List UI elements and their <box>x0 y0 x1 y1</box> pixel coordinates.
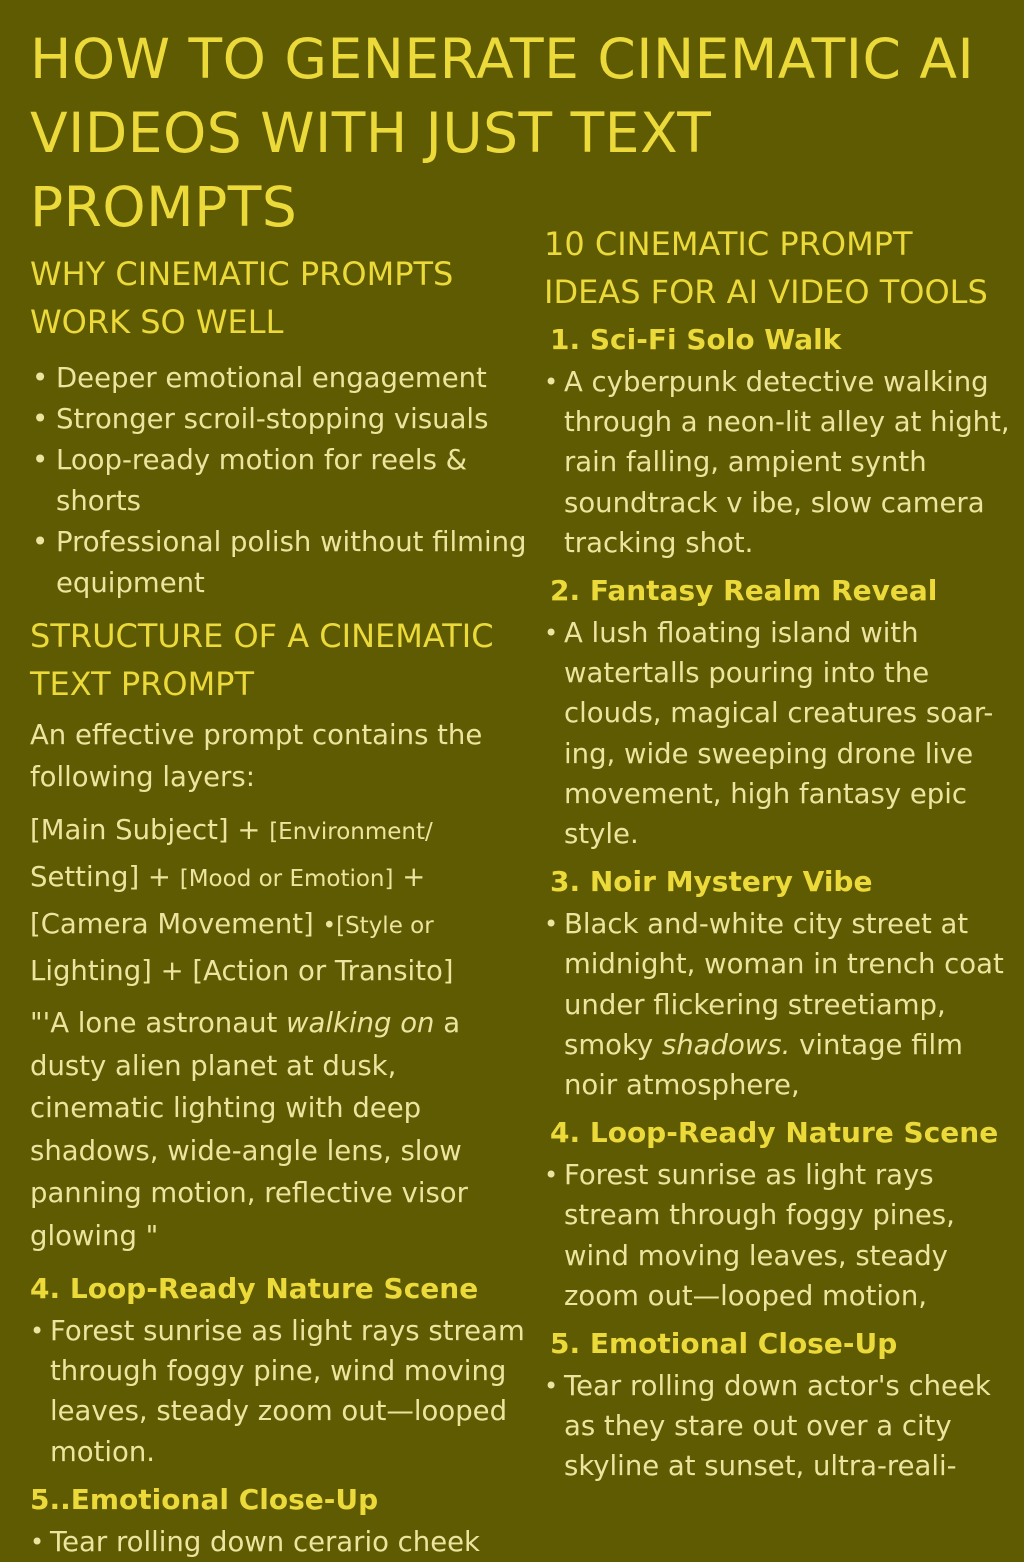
example-prompt: "'A lone astronaut walking on a dusty alien planet at dusk, cinematic lighting with deep shadows, wide-angle lens, slow panning motion, reflective visor glowing " <box>30 1007 468 1252</box>
right-column <box>544 220 1019 1487</box>
idea-body: • A cyberpunk detective walking through a neon-lit alley at hight, rain falling, ampient synth soundtrack v ibe, slow camera tracking shot. <box>544 362 1019 563</box>
idea-title: 2. Fantasy Realm Reveal <box>550 574 938 608</box>
idea-body: • Tear rolling down cerario cheek <box>30 1522 530 1562</box>
list-item: • Stronger scroil-stopping visuals <box>30 399 530 440</box>
idea-title: 1. Sci-Fi Solo Walk <box>550 323 842 356</box>
why-list <box>30 358 530 604</box>
idea-body: • Forest sunrise as light rays stream through foggy pine, wind moving leaves, steady zoom out—looped motion. <box>30 1311 530 1472</box>
page-title: HOW TO GENERATE CINEMATIC AI VIDEOS WITH JUST TEXT PROMPTS <box>30 27 975 239</box>
idea-title: 4. Loop-Ready Nature Scene <box>550 1116 999 1150</box>
idea-title: 4. Loop-Ready Nature Scene <box>30 1272 479 1305</box>
idea-body: • Tear rolling down actor's cheek as they stare out over a city skyline at sunset, ultra-reali- <box>544 1366 1019 1487</box>
why-heading: WHY CINEMATIC PROMPTS WORK SO WELL <box>30 255 454 341</box>
structure-intro: An effective prompt contains the following layers: <box>30 719 483 793</box>
idea-title: 3. Noir Mystery Vibe <box>550 865 873 899</box>
structure-heading: STRUCTURE OF A CINEMATIC TEXT PROMPT <box>30 617 494 703</box>
idea-body: • A lush floating island with watertalls pouring into the clouds, magical creatures soar-ing, wide sweeping drone live movement, high fantasy epic style. <box>544 613 1019 854</box>
list-item: • Deeper emotional engagement <box>30 358 530 399</box>
idea-title: 5. Emotional Close-Up <box>550 1327 898 1361</box>
idea-body: • Black and-white city street at midnight, woman in trench coat under flickering streetiamp, smoky shadows. vintage film noir atmosphere, <box>544 904 1019 1105</box>
idea-title: 5..Emotional Close-Up <box>30 1482 379 1516</box>
list-item: • Loop-ready motion for reels & shorts <box>30 440 530 522</box>
idea-body: • Forest sunrise as light rays stream through foggy pines, wind moving leaves, steady zoom out—looped motion, <box>544 1155 1019 1316</box>
list-item: • Professional polish without filming equipment <box>30 522 530 604</box>
prompt-formula: [Main Subject] + [Environment/ Setting] + [Mood or Emotion] + [Camera Movement] •[Style or Lighting] + [Action or Transito] <box>30 814 454 987</box>
ideas-heading: 10 CINEMATIC PROMPT IDEAS FOR AI VIDEO TOOLS <box>544 225 988 311</box>
left-column <box>30 250 530 1562</box>
